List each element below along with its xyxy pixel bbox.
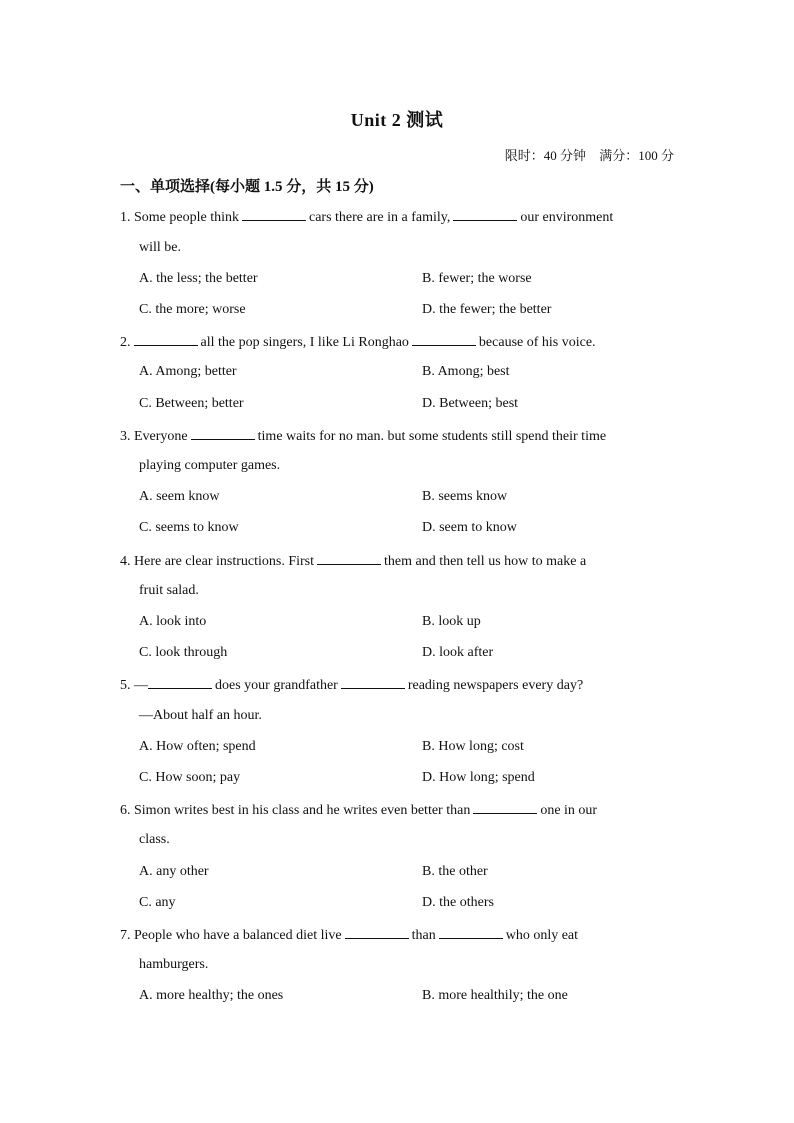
answer-blank <box>134 333 198 346</box>
option-d: D. the others <box>422 895 494 910</box>
question-text: one in our <box>540 803 598 818</box>
question-2 <box>120 333 680 351</box>
option-a: A. look into <box>139 614 207 629</box>
question-text: 1. Some people think <box>120 210 239 225</box>
question-text: 4. Here are clear instructions. First <box>120 554 314 569</box>
option-b: B. How long; cost <box>422 739 524 754</box>
question-text: does your grandfather <box>215 678 338 693</box>
answer-blank <box>191 427 255 440</box>
answer-blank <box>148 676 212 689</box>
question-1 <box>120 208 680 226</box>
option-c: C. How soon; pay <box>139 770 241 785</box>
question-text: because of his voice. <box>478 335 596 350</box>
option-b: B. the other <box>422 864 488 879</box>
answer-blank <box>317 552 381 565</box>
option-c: C. look through <box>139 645 228 660</box>
answer-blank <box>439 926 503 939</box>
option-b: B. look up <box>422 614 481 629</box>
question-text: them and then tell us how to make a <box>384 554 587 569</box>
question-4-continuation: fruit salad. <box>139 583 199 598</box>
option-c: C. any <box>139 895 176 910</box>
option-b: B. fewer; the worse <box>422 271 532 286</box>
answer-blank <box>412 333 476 346</box>
option-a: A. more healthy; the ones <box>139 988 284 1003</box>
option-b: B. Among; best <box>422 364 510 379</box>
option-a: A. How often; spend <box>139 739 256 754</box>
full-score: 满分：100 分 <box>599 148 674 163</box>
answer-blank <box>473 801 537 814</box>
question-1-continuation: will be. <box>139 240 181 255</box>
question-4 <box>120 552 680 570</box>
exam-limits <box>495 145 674 164</box>
question-text: 3. Everyone <box>120 429 188 444</box>
option-d: D. look after <box>422 645 494 660</box>
question-text: than <box>411 928 436 943</box>
question-text: reading newspapers every day? <box>407 678 584 693</box>
question-text: time waits for no man. but some students still spend their time <box>257 429 607 444</box>
option-b: B. seems know <box>422 489 508 504</box>
question-text: 5. — <box>120 678 148 693</box>
question-7 <box>120 926 680 944</box>
question-text: cars there are in a family, <box>309 210 451 225</box>
answer-blank <box>242 208 306 221</box>
question-5-continuation: —About half an hour. <box>139 708 262 723</box>
answer-blank <box>453 208 517 221</box>
option-c: C. the more; worse <box>139 302 246 317</box>
option-d: D. Between; best <box>422 396 519 411</box>
question-5 <box>120 676 680 694</box>
question-text: 7. People who have a balanced diet live <box>120 928 342 943</box>
answer-blank <box>345 926 409 939</box>
option-d: D. seem to know <box>422 520 517 535</box>
question-6-continuation: class. <box>139 832 170 847</box>
option-d: D. the fewer; the better <box>422 302 552 317</box>
option-a: A. Among; better <box>139 364 237 379</box>
question-7-continuation: hamburgers. <box>139 957 209 972</box>
page-title: Unit 2 测试 <box>350 110 444 130</box>
option-a: A. the less; the better <box>139 271 258 286</box>
time-limit: 限时：40 分钟 <box>504 148 586 163</box>
question-6 <box>120 801 680 819</box>
question-text: who only eat <box>505 928 579 943</box>
option-d: D. How long; spend <box>422 770 535 785</box>
answer-blank <box>341 676 405 689</box>
question-3-continuation: playing computer games. <box>139 458 281 473</box>
section-title: 一、单项选择(每小题 1.5 分，共 15 分) <box>120 179 374 195</box>
question-3 <box>120 427 680 445</box>
question-text: all the pop singers, I like Li Ronghao <box>200 335 409 350</box>
question-text: 2. <box>120 335 131 350</box>
question-text: our environment <box>520 210 614 225</box>
option-a: A. any other <box>139 864 209 879</box>
question-text: 6. Simon writes best in his class and he writes even better than <box>120 803 471 818</box>
option-a: A. seem know <box>139 489 220 504</box>
option-b: B. more healthily; the one <box>422 988 568 1003</box>
option-c: C. seems to know <box>139 520 239 535</box>
option-c: C. Between; better <box>139 396 244 411</box>
